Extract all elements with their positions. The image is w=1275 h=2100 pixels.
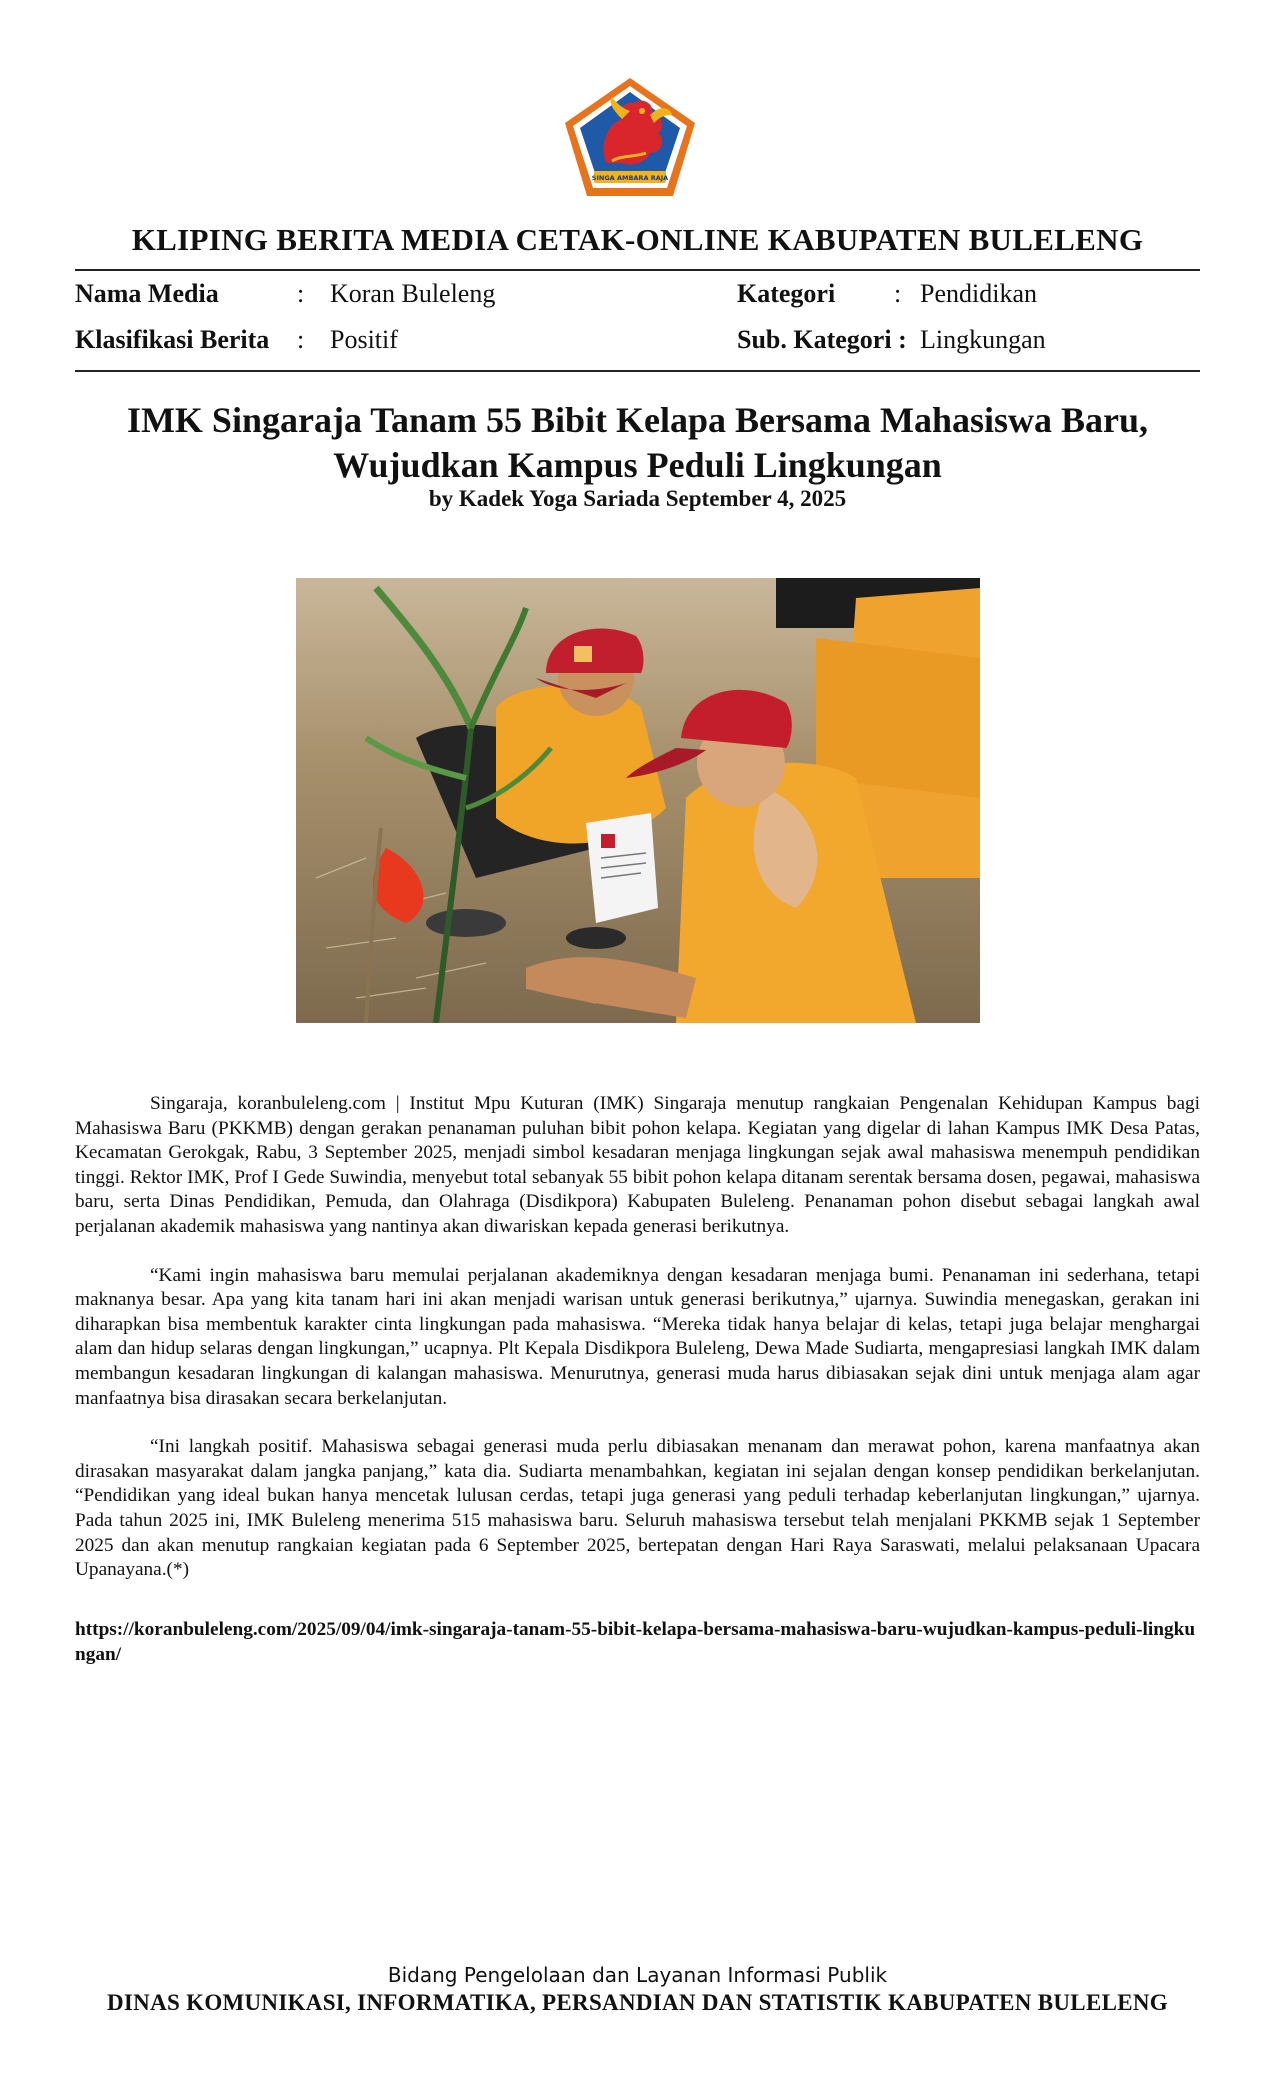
source-url-link[interactable]: https://koranbuleleng.com/2025/09/04/imk-singaraja-tanam-55-bibit-kelapa-bersama-mahasiswa-baru-wujudkan-kampus-peduli-lingkungan/	[75, 1619, 1196, 1665]
article-photo	[296, 578, 980, 1023]
kategori-label: Kategori	[737, 279, 836, 308]
header-divider-top	[75, 269, 1200, 271]
klasifikasi-colon: :	[297, 325, 305, 354]
subkategori-value: Lingkungan	[920, 325, 1046, 354]
klasifikasi-label: Klasifikasi Berita	[75, 325, 270, 354]
clipping-header-title: KLIPING BERITA MEDIA CETAK-ONLINE KABUPATEN BULELENG	[131, 222, 1144, 257]
article-byline: by Kadek Yoga Sariada September 4, 2025	[428, 486, 847, 511]
footer-department: Bidang Pengelolaan dan Layanan Informasi Publik	[387, 1963, 888, 1987]
headline-line-1: IMK Singaraja Tanam 55 Bibit Kelapa Bersama Mahasiswa Baru,	[126, 400, 1149, 440]
klasifikasi-value: Positif	[330, 325, 398, 354]
article-headline	[75, 398, 1200, 488]
subkategori-label: Sub. Kategori :	[737, 325, 907, 354]
media-value: Koran Buleleng	[330, 279, 496, 308]
kategori-colon: :	[894, 279, 902, 308]
media-label: Nama Media	[75, 279, 219, 308]
kategori-value: Pendidikan	[920, 279, 1037, 308]
article-paragraph-2: “Kami ingin mahasiswa baru memulai perjalanan akademiknya dengan kesadaran menjaga bumi. Penanaman ini sederhana, tetapi maknanya besar. Apa yang kita tanam hari ini akan menjadi warisan untuk generasi berikutnya,” ujarnya. Suwindia menegaskan, gerakan ini diharapkan bisa membentuk karakter cinta lingkungan pada mahasiswa. “Mereka tidak hanya belajar di kelas, tetapi juga belajar menghargai alam dan hidup selaras dengan lingkungan,” ucapnya. Plt Kepala Disdikpora Buleleng, Dewa Made Sudiarta, mengapresiasi langkah IMK dalam membangun kesadaran lingkungan di kalangan mahasiswa. Menurutnya, generasi muda harus dibiasakan sejak dini untuk menjaga alam agar manfaatnya bisa dirasakan secara berkelanjutan.	[75, 1264, 1200, 1409]
emblem-text: SINGA AMBARA RAJA	[591, 174, 669, 182]
article-paragraph-3: “Ini langkah positif. Mahasiswa sebagai generasi muda perlu dibiasakan menanam dan merawat pohon, karena manfaatnya akan dirasakan masyarakat dalam jangka panjang,” kata dia. Sudiarta menambahkan, kegiatan ini sejalan dengan konsep pendidikan berkelanjutan. “Pendidikan yang ideal bukan hanya mencetak lulusan cerdas, tetapi juga generasi yang peduli terhadap keberlanjutan lingkungan,” ujarnya. Pada tahun 2025 ini, IMK Buleleng menerima 515 mahasiswa baru. Seluruh mahasiswa tersebut telah menjalani PKKMB sejak 1 September 2025 dan akan menutup rangkaian kegiatan pada 6 September 2025, bertepatan dengan Hari Raya Saraswati, melalui pelaksanaan Upacara Upanayana.(*)	[75, 1436, 1200, 1581]
footer-agency: DINAS KOMUNIKASI, INFORMATIKA, PERSANDIAN DAN STATISTIK KABUPATEN BULELENG	[107, 1990, 1168, 2015]
header-divider-bottom	[75, 370, 1200, 372]
headline-line-2: Wujudkan Kampus Peduli Lingkungan	[333, 445, 942, 485]
media-colon: :	[297, 279, 305, 308]
singa-ambara-raja-emblem-icon	[562, 75, 698, 199]
article-paragraph-1: Singaraja, koranbuleleng.com | Institut Mpu Kuturan (IMK) Singaraja menutup rangkaian Pengenalan Kehidupan Kampus bagi Mahasiswa Baru (PKKMB) dengan gerakan penanaman puluhan bibit pohon kelapa. Kegiatan yang digelar di lahan Kampus IMK Desa Patas, Kecamatan Gerokgak, Rabu, 3 September 2025, menjadi simbol kesadaran menjaga lingkungan sejak awal mahasiswa menempuh pendidikan tinggi. Rektor IMK, Prof I Gede Suwindia, menyebut total sebanyak 55 bibit pohon kelapa ditanam serentak bersama dosen, pegawai, mahasiswa baru, serta Dinas Pendidikan, Pemuda, dan Olahraga (Disdikpora) Kabupaten Buleleng. Penanaman pohon disebut sebagai langkah awal perjalanan akademik mahasiswa yang nantinya akan diwariskan kepada generasi berikutnya.	[75, 1093, 1200, 1237]
article-body	[75, 1092, 1200, 1607]
